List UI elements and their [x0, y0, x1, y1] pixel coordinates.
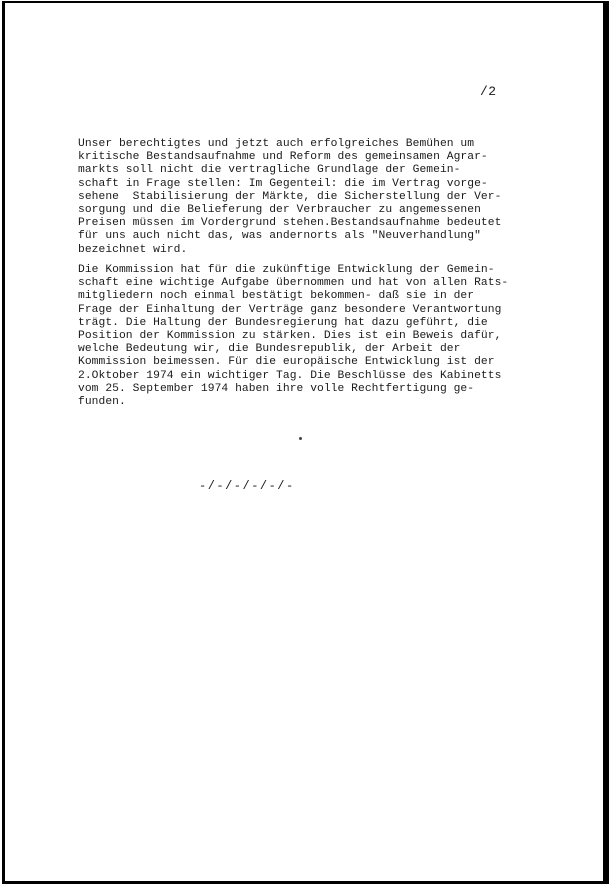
- text-line: Die Kommission hat für die zukünftige Entwicklung der Gemein-: [78, 264, 495, 276]
- text-line: sorgung und die Belieferung der Verbraucher zu angemessenen: [78, 203, 481, 216]
- text-line: Unser berechtigtes und jetzt auch erfolgreiches Bemühen um: [78, 138, 475, 150]
- scan-speck: [299, 437, 302, 440]
- paragraph-2: [78, 264, 548, 409]
- text-line: kritische Bestandsaufnahme und Reform des gemeinsamen Agrar-: [78, 151, 488, 164]
- page-number: /2: [480, 84, 497, 99]
- text-line: Kommission beimessen. Für die europäische Entwicklung ist der: [78, 356, 495, 369]
- text-line: funden.: [78, 395, 126, 408]
- text-line: mitgliedern noch einmal bestätigt bekommen- daß sie in der: [78, 290, 475, 303]
- text-line: sehene Stabilisierung der Märkte, die Sicherstellung der Ver-: [78, 190, 502, 203]
- scan-border: [2, 1, 609, 884]
- text-line: markts soll nicht die vertragliche Grundlage der Gemein-: [78, 164, 461, 177]
- paragraph-1: [78, 138, 548, 257]
- end-mark: -/-/-/-/-/-: [199, 479, 295, 493]
- text-line: für uns auch nicht das, was andernorts als "Neuverhandlung": [78, 230, 481, 243]
- text-line: trägt. Die Haltung der Bundesregierung hat dazu geführt, die: [78, 316, 488, 329]
- text-line: vom 25. September 1974 haben ihre volle Rechtfertigung ge-: [78, 382, 475, 395]
- text-line: bezeichnet wird.: [78, 243, 188, 256]
- text-line: Frage der Einhaltung der Verträge ganz besondere Verantwortung: [78, 303, 502, 316]
- text-line: 2.Oktober 1974 ein wichtiger Tag. Die Beschlüsse des Kabinetts: [78, 369, 502, 382]
- text-line: Position der Kommission zu stärken. Dies ist ein Beweis dafür,: [78, 329, 502, 342]
- text-line: Preisen müssen im Vordergrund stehen.Bestandsaufnahme bedeutet: [78, 217, 502, 230]
- text-line: schaft in Frage stellen: Im Gegenteil: die im Vertrag vorge-: [78, 177, 488, 190]
- text-line: welche Bedeutung wir, die Bundesrepublik, der Arbeit der: [78, 343, 461, 356]
- text-line: schaft eine wichtige Aufgabe übernommen und hat von allen Rats-: [78, 277, 509, 290]
